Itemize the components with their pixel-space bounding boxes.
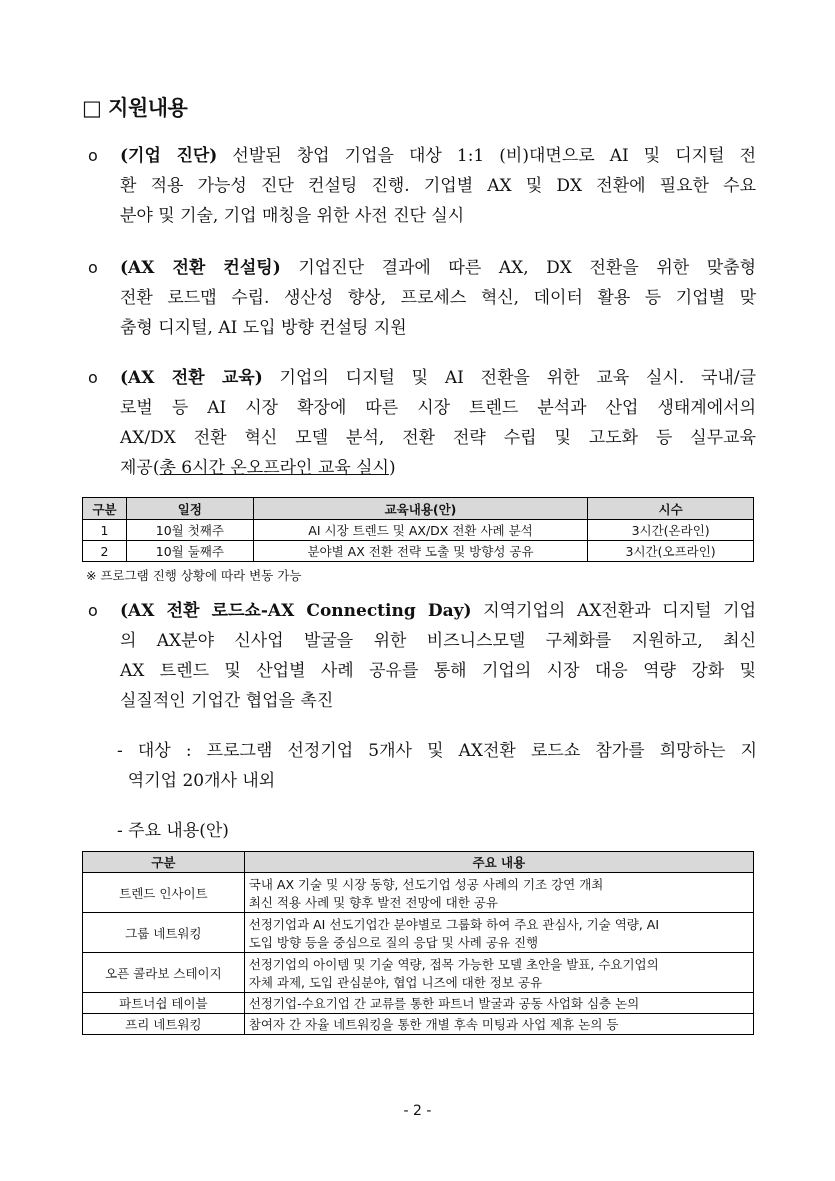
page-number: - 2 - (403, 1103, 432, 1119)
table-header-row (83, 852, 754, 873)
support-item-consulting: ο (AX 전환 컨설팅) 기업진단 결과에 따른 AX, DX 전환을 위한 맞춤형 전환 로드맵 수립. 생산성 향상, 프로세스 혁신, 데이터 활용 등 기업별 맞 춤형 디지털, AI 도입 방향 컨설팅 지원 (88, 253, 756, 343)
content-table (82, 851, 754, 1035)
support-item-education: ο (AX 전환 교육) 기업의 디지털 및 AI 전환을 위한 교육 실시. 국내/글 로벌 등 AI 시장 확장에 따른 시장 트렌드 분석과 산업 생태계에서의 AX/DX 전환 혁신 모델 분석, 전환 전략 수립 및 고도화 등 실무교육 제공(총 6시간 온오프라인 교육 실시) (88, 363, 756, 483)
table-header-row (83, 498, 754, 520)
roadshow-target: - 대상 : 프로그램 선정기업 5개사 및 AX전환 로드쇼 참가를 희망하는 지 역기업 20개사 내외 (117, 741, 757, 791)
header-cell: 구분 (83, 498, 127, 520)
header-cell: 구분 (83, 852, 245, 873)
table-row: 파트너쉽 테이블 선정기업-수요기업 간 교류를 통한 파트너 발굴과 공동 사업화 심층 논의 (83, 993, 754, 1014)
table-row: 오픈 콜라보 스테이지 선정기업의 아이템 및 기술 역량, 접목 가능한 모델 초안을 발표, 수요기업의 자체 과제, 도입 관심분야, 협업 니즈에 대한 정보 공유 (83, 953, 754, 993)
header-cell: 시수 (588, 498, 754, 520)
item-heading: (AX 전환 교육) (120, 368, 263, 388)
education-hours-note: 총 6시간 온오프라인 교육 실시 (159, 458, 389, 478)
item-heading: (기업 진단) (120, 146, 218, 166)
header-cell: 주요 내용 (244, 852, 753, 873)
bullet-marker: ο (88, 146, 98, 165)
support-item-diagnosis: ο (기업 진단) 선발된 창업 기업을 대상 1:1 (비)대면으로 AI 및 디지털 전 환 적용 가능성 진단 컨설팅 진행. 기업별 AX 및 DX 전환에 필요한 수요 분야 및 기술, 기업 매칭을 위한 사전 진단 실시 (88, 141, 756, 231)
table-row: 1 10월 첫째주 AI 시장 트렌드 및 AX/DX 전환 사례 분석 3시간(온라인) (83, 520, 754, 541)
content-label: - 주요 내용(안) (117, 821, 229, 841)
item-heading: (AX 전환 컨설팅) (120, 258, 281, 278)
table-row: 프리 네트워킹 참여자 간 자율 네트워킹을 통한 개별 후속 미팅과 사업 제휴 논의 등 (83, 1014, 754, 1035)
support-item-roadshow: ο (AX 전환 로드쇼-AX Connecting Day) 지역기업의 AX전환과 디지털 기업 의 AX분야 신사업 발굴을 위한 비즈니스모델 구체화를 지원하고, 최신 AX 트렌드 및 산업별 사례 공유를 통해 기업의 시장 대응 역량 강화 및 실질적인 기업간 협업을 촉진 (88, 596, 756, 716)
table-row: 2 10월 둘째주 분야별 AX 전환 전략 도출 및 방향성 공유 3시간(오프라인) (83, 541, 754, 562)
table-row: 그룹 네트워킹 선정기업과 AI 선도기업간 분야별로 그룹화 하여 주요 관심사, 기술 역량, AI 도입 방향 등을 중심으로 질의 응답 및 사례 공유 진행 (83, 913, 754, 953)
bullet-marker: ο (88, 258, 98, 277)
bullet-marker: ο (88, 601, 98, 620)
header-cell: 교육내용(안) (253, 498, 587, 520)
schedule-table (82, 497, 754, 562)
header-cell: 일정 (126, 498, 253, 520)
table-row: 트렌드 인사이트 국내 AX 기술 및 시장 동향, 선도기업 성공 사례의 기조 강연 개최 최신 적용 사례 및 향후 발전 전망에 대한 공유 (83, 873, 754, 913)
item-heading: (AX 전환 로드쇼-AX Connecting Day) (120, 601, 472, 621)
schedule-note: ※ 프로그램 진행 상황에 따라 변동 가능 (86, 568, 302, 583)
section-title: □ 지원내용 (82, 96, 188, 120)
bullet-marker: ο (88, 368, 98, 387)
